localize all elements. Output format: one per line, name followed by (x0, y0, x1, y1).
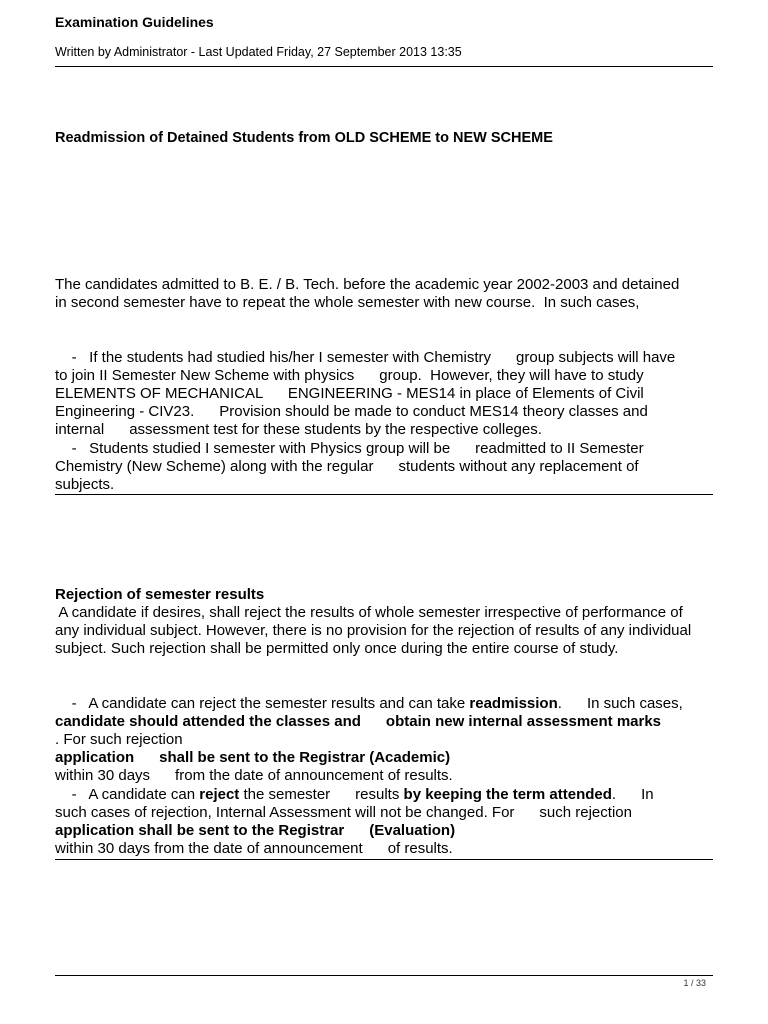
text-run: the semester results (239, 786, 404, 803)
header-divider (55, 66, 713, 67)
section1-list-line: to join II Semester New Scheme with physics group. However, they will have to study (55, 367, 644, 384)
section2-list-line: candidate should attended the classes and obtain new internal assessment marks (55, 713, 662, 730)
section1-list-line: - Students studied I semester with Physics group will be readmitted to II Semester (55, 440, 644, 457)
section1-list-line: internal assessment test for these students by the respective colleges. (55, 421, 542, 438)
section1-list-line: - If the students had studied his/her I semester with Chemistry group subjects will have (55, 349, 676, 366)
section1-list-line: subjects. (55, 476, 115, 493)
section-heading-readmission: Readmission of Detained Students from OLD SCHEME to NEW SCHEME (55, 130, 553, 146)
section-heading-rejection: Rejection of semester results (55, 586, 265, 603)
section2-list-line (55, 695, 683, 713)
section1-list-line: Chemistry (New Scheme) along with the regular students without any replacement of (55, 458, 639, 475)
section2-list-line: within 30 days from the date of announcement of results. (55, 840, 453, 857)
section2-intro-line: any individual subject. However, there is no provision for the rejection of results of any individual (55, 622, 692, 639)
page-number: 1 / 33 (683, 978, 706, 988)
text-run-bold: readmission (469, 695, 558, 712)
text-run-bold: reject (199, 786, 240, 803)
section2-list-line: such cases of rejection, Internal Assessment will not be changed. For such rejection (55, 804, 632, 821)
section1-list-line: Engineering - CIV23. Provision should be made to conduct MES14 theory classes and (55, 403, 648, 420)
document-meta: Written by Administrator - Last Updated Friday, 27 September 2013 13:35 (55, 45, 462, 59)
section1-intro-line: The candidates admitted to B. E. / B. Tech. before the academic year 2002-2003 and detained (55, 276, 680, 293)
section2-intro-line: A candidate if desires, shall reject the results of whole semester irrespective of performance of (55, 604, 683, 621)
section1-list-line: ELEMENTS OF MECHANICAL ENGINEERING - MES14 in place of Elements of Civil (55, 385, 644, 402)
text-run: . In (611, 786, 654, 803)
section1-divider (55, 494, 713, 495)
text-run-bold: by keeping the term attended (403, 786, 612, 803)
section2-divider (55, 859, 713, 860)
section2-list-line: within 30 days from the date of announcement of results. (55, 767, 453, 784)
section2-list-line: application shall be sent to the Registrar (Academic) (55, 749, 451, 766)
text-run: . In such cases, (557, 695, 683, 712)
text-run: - A candidate can (55, 786, 200, 803)
section1-intro-line: in second semester have to repeat the whole semester with new course. In such cases, (55, 294, 640, 311)
footer-divider (55, 975, 713, 976)
section2-list-line: . For such rejection (55, 731, 183, 748)
section2-intro-line: subject. Such rejection shall be permitted only once during the entire course of study. (55, 640, 619, 657)
section2-list-line: application shall be sent to the Registrar (Evaluation) (55, 822, 456, 839)
section2-list-line (55, 786, 654, 804)
document-title: Examination Guidelines (55, 14, 214, 30)
text-run: - A candidate can reject the semester results and can take (55, 695, 470, 712)
